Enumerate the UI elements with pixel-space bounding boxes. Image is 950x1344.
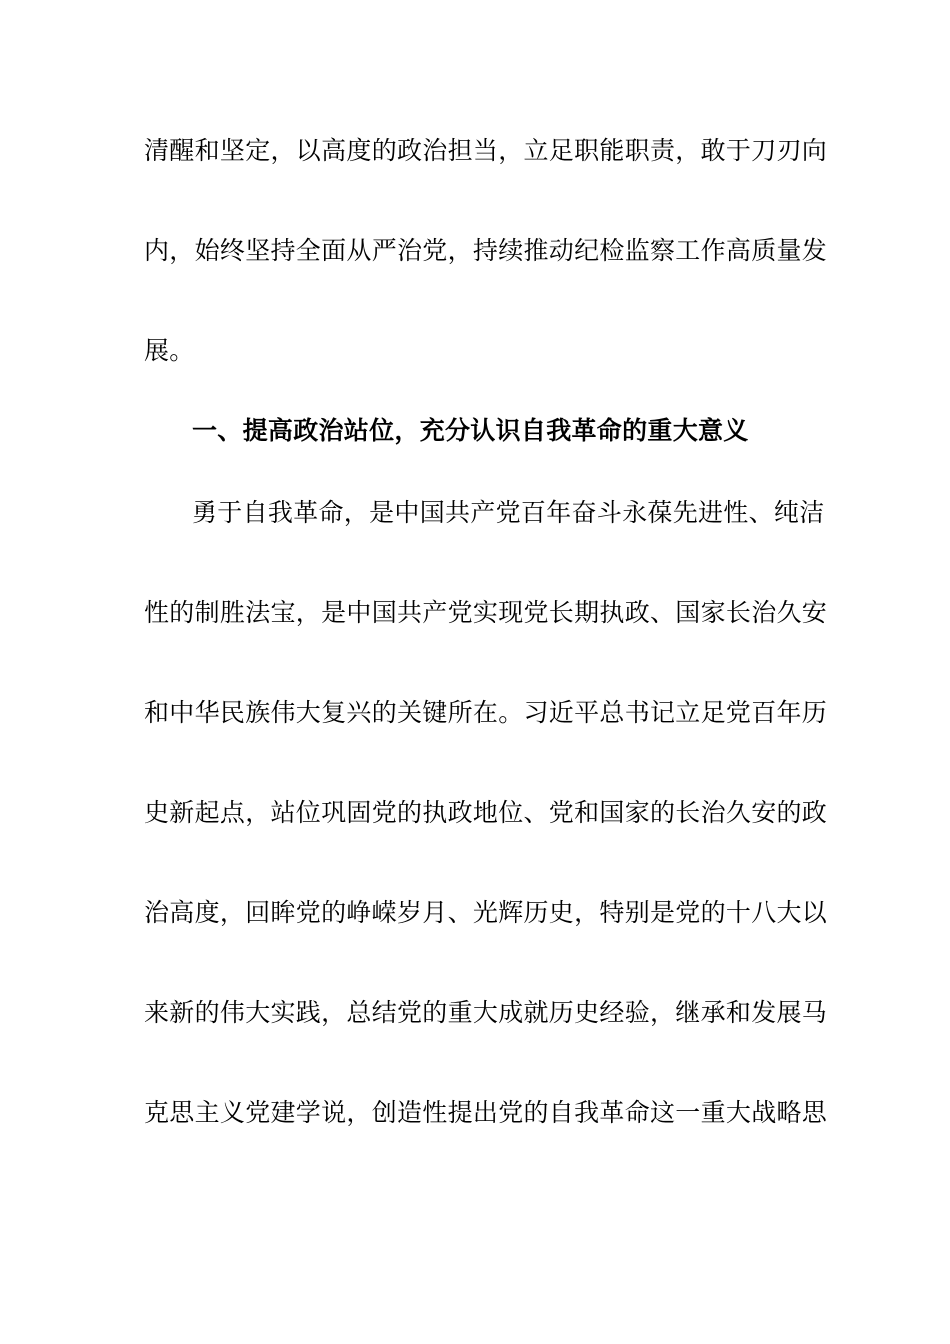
paragraph-line: 来新的伟大实践，总结党的重大成就历史经验，继承和发展马: [144, 998, 828, 1027]
paragraph-line: 内，始终坚持全面从严治党，持续推动纪检监察工作高质量发: [144, 236, 828, 265]
paragraph-line: 史新起点，站位巩固党的执政地位、党和国家的长治久安的政: [144, 798, 828, 827]
paragraph-line: 勇于自我革命，是中国共产党百年奋斗永葆先进性、纯洁: [192, 498, 825, 527]
paragraph-line: 展。: [144, 336, 195, 365]
paragraph-line: 克思主义党建学说，创造性提出党的自我革命这一重大战略思: [144, 1098, 828, 1127]
section-heading: 一、提高政治站位，充分认识自我革命的重大意义: [192, 416, 749, 445]
paragraph-line: 清醒和坚定，以高度的政治担当，立足职能职责，敢于刀刃向: [144, 136, 828, 165]
paragraph-line: 治高度，回眸党的峥嵘岁月、光辉历史，特别是党的十八大以: [144, 898, 828, 927]
paragraph-line: 性的制胜法宝，是中国共产党实现党长期执政、国家长治久安: [144, 598, 828, 627]
paragraph-line: 和中华民族伟大复兴的关键所在。习近平总书记立足党百年历: [144, 698, 828, 727]
